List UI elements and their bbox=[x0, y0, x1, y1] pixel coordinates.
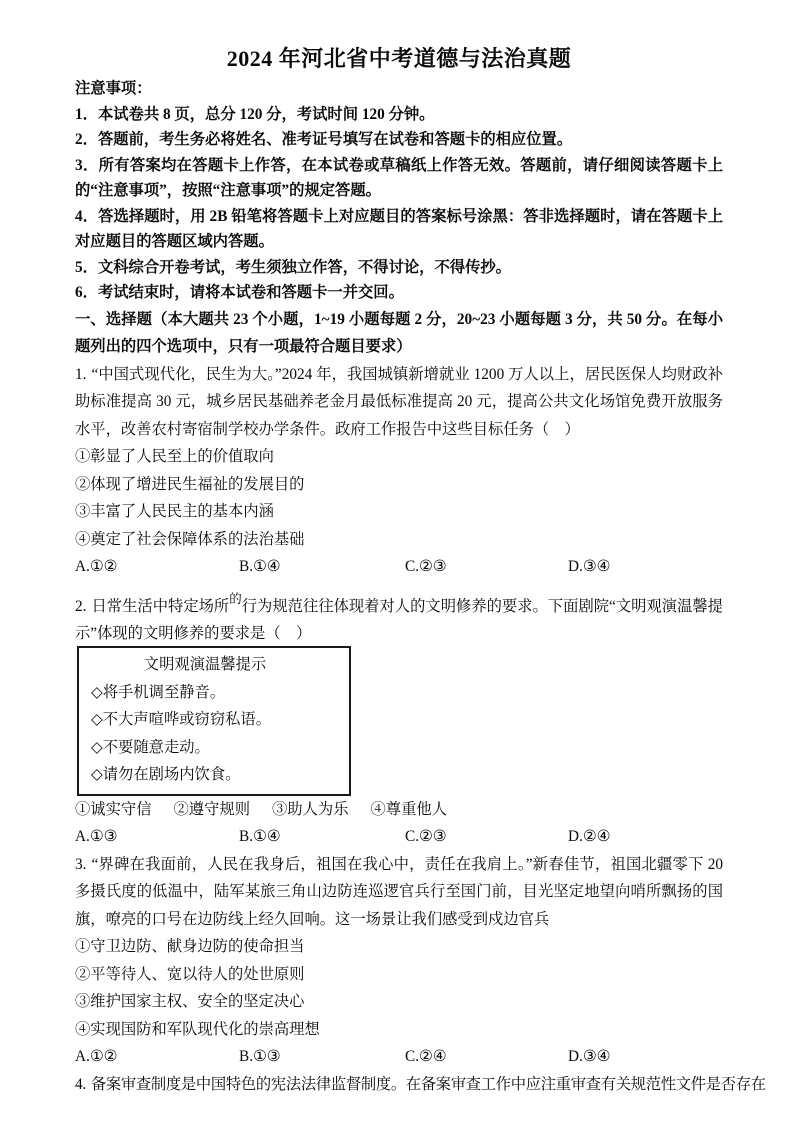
question-2-statements-row bbox=[75, 796, 723, 824]
question-3-statement-3: ③维护国家主权、安全的坚定决心 bbox=[75, 993, 305, 1010]
question-2-superscript-de: 的 bbox=[229, 591, 242, 606]
question-2-option-d: D.②④ bbox=[568, 828, 611, 845]
question-4-number: 4. bbox=[75, 1075, 86, 1093]
note-6: 6．考试结束时，请将本试卷和答题卡一并交回。 bbox=[75, 284, 404, 301]
question-1-statement-4: ④奠定了社会保障体系的法治基础 bbox=[75, 530, 305, 548]
question-2-text-before: 日常生活中特定场所 bbox=[91, 597, 230, 615]
question-1-statement-1: ①彰显了人民至上的价值取向 bbox=[75, 448, 274, 465]
question-1-statement-3: ③丰富了人民民主的基本内涵 bbox=[75, 503, 274, 520]
question-3-statement-4: ④实现国防和军队现代化的崇高理想 bbox=[75, 1020, 320, 1038]
note-2: 2．答题前，考生务必将姓名、准考证号填写在试卷和答题卡的相应位置。 bbox=[75, 131, 573, 148]
notice-box-item-4: ◇请勿在剧场内饮食。 bbox=[91, 766, 241, 783]
question-1-stem bbox=[75, 361, 723, 444]
question-2-text-after: 行为规范往往体现着对人的文明修养的要求。下面剧院“文明观演温馨提示”体现的文明修养的要求是（ ） bbox=[75, 597, 723, 642]
question-2-statement-4: ④尊重他人 bbox=[370, 800, 447, 818]
question-2-statement-1: ①诚实守信 bbox=[75, 800, 152, 818]
notice-box-item-1: ◇将手机调至静音。 bbox=[91, 683, 226, 701]
note-4: 4．答选择题时，用 2B 铅笔将答题卡上对应题目的答案标号涂黑：答非选择题时，请在答题卡上对应题目的答题区域内答题。 bbox=[75, 207, 723, 250]
question-3-option-c: C.②④ bbox=[405, 1048, 447, 1065]
question-3-statement-1: ①守卫边防、献身边防的使命担当 bbox=[75, 938, 305, 955]
question-2-option-b: B.①④ bbox=[239, 828, 281, 845]
question-1-statement-2: ②体现了增进民生福祉的发展目的 bbox=[75, 475, 305, 493]
question-3-stem bbox=[75, 851, 723, 934]
question-1-option-a: A.①② bbox=[75, 558, 118, 575]
question-1-options-row bbox=[75, 553, 723, 581]
note-3: 3．所有答案均在答题卡上作答，在本试卷或草稿纸上作答无效。答题前，请仔细阅读答题卡上的“注意事项”，按照“注意事项”的规定答题。 bbox=[75, 156, 723, 199]
question-3-option-a: A.①② bbox=[75, 1048, 118, 1065]
section-header: 一、选择题（本大题共 23 个小题，1~19 小题每题 2 分，20~23 小题每题 3 分，共 50 分。在每小题列出的四个选项中，只有一项最符合题目要求） bbox=[75, 310, 723, 355]
notice-box-item-3: ◇不要随意走动。 bbox=[91, 738, 210, 756]
question-2-stem bbox=[75, 586, 723, 648]
theater-notice-box bbox=[77, 646, 351, 796]
question-3-option-b: B.①③ bbox=[239, 1048, 281, 1065]
notice-box-title: 文明观演温馨提示 bbox=[143, 655, 267, 673]
notes-header: 注意事项： bbox=[75, 80, 152, 97]
question-3-statement-2: ②平等待人、宽以待人的处世原则 bbox=[75, 965, 305, 983]
question-3-text: “界碑在我面前，人民在我身后，祖国在我心中，责任在我肩上。”新春佳节，祖国北疆零下 20 多摄氏度的低温中，陆军某旅三角山边防连巡逻官兵行至国门前，目光坚定地望向哨所飘扬的国旗，嘹亮的口号在边防线上经久回响。这一场景让我们感受到戍边官兵 bbox=[75, 855, 723, 928]
notice-box-item-2: ◇不大声喧哗或窃窃私语。 bbox=[91, 711, 272, 728]
question-1-option-c: C.②③ bbox=[405, 558, 447, 575]
question-1-number: 1. bbox=[75, 365, 87, 383]
question-2-number: 2. bbox=[75, 597, 87, 615]
note-1: 1．本试卷共 8 页，总分 120 分，考试时间 120 分钟。 bbox=[75, 105, 435, 123]
question-1-option-d: D.③④ bbox=[568, 558, 611, 575]
question-4-text: 备案审查制度是中国特色的宪法法律监督制度。在备案审查工作中应注重审查有关规范性文件是否存在 bbox=[90, 1075, 766, 1093]
question-4-stem bbox=[75, 1071, 766, 1099]
question-1-text: “中国式现代化，民生为大。”2024 年，我国城镇新增就业 1200 万人以上，居民医保人均财政补助标准提高 30 元，城乡居民基础养老金月最低标准提高 20 元，提高公共文化场馆免费开放服务水平，改善农村寄宿制学校办学条件。政府工作报告中这些目标任务（ ） bbox=[75, 365, 723, 438]
question-2-option-c: C.②③ bbox=[405, 828, 447, 845]
question-2-option-a: A.①③ bbox=[75, 828, 118, 845]
question-2-options-row bbox=[75, 823, 723, 851]
question-3-number: 3. bbox=[75, 855, 87, 873]
page-title: 2024 年河北省中考道德与法治真题 bbox=[226, 46, 572, 71]
question-3-options-row bbox=[75, 1043, 723, 1071]
note-5: 5．文科综合开卷考试，考生须独立作答，不得讨论，不得传抄。 bbox=[75, 258, 511, 276]
question-2-statement-2: ②遵守规则 bbox=[173, 800, 250, 818]
question-2-statement-3: ③助人为乐 bbox=[272, 800, 349, 818]
question-1-option-b: B.①④ bbox=[239, 558, 281, 575]
question-3-option-d: D.③④ bbox=[568, 1048, 611, 1065]
